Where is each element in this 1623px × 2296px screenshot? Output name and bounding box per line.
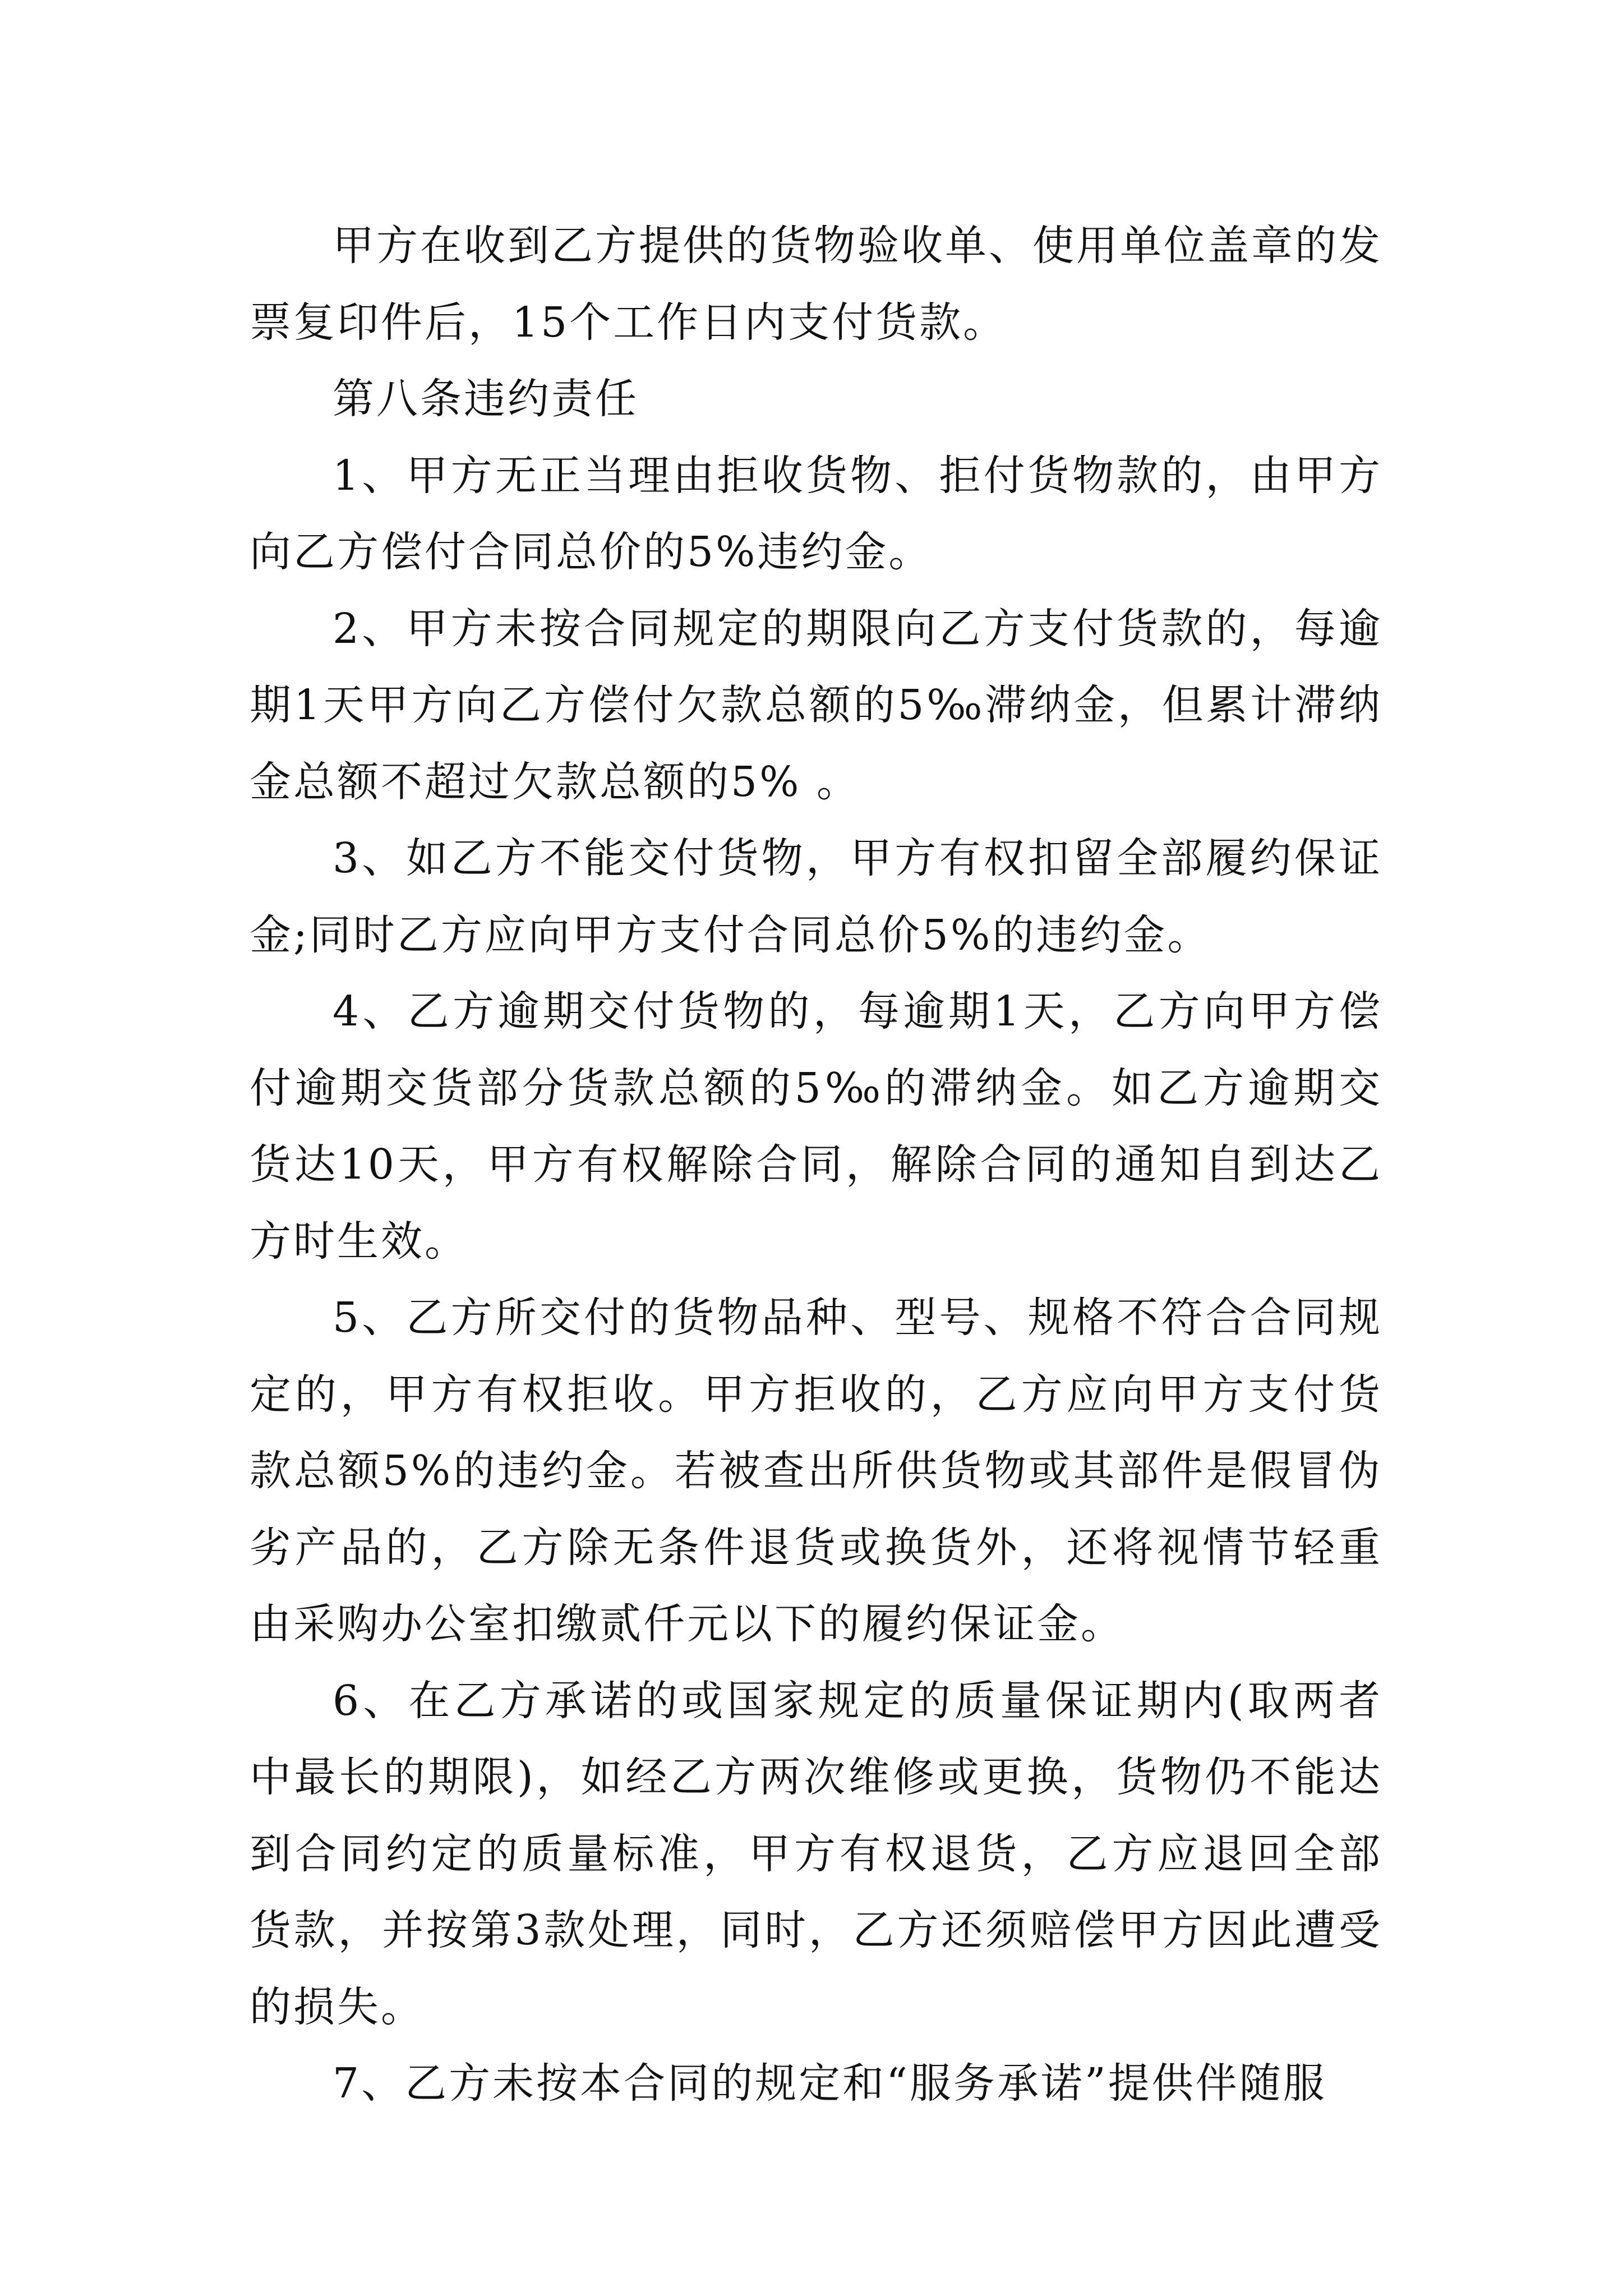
paragraph-payment-terms: 甲方在收到乙方提供的货物验收单、使用单位盖章的发票复印件后，15个工作日内支付货款。 [250, 222, 1382, 347]
clause-2: 2、甲方未按合同规定的期限向乙方支付货款的，每逾期1天甲方向乙方偿付欠款总额的5‰滞纳金，但累计滞纳金总额不超过欠款总额的5% 。 [250, 604, 1382, 806]
section-heading-article-8: 第八条违约责任 [333, 375, 639, 423]
clause-1: 1、甲方无正当理由拒收货物、拒付货物款的，由甲方向乙方偿付合同总价的5%违约金。 [250, 451, 1382, 576]
clause-6: 6、在乙方承诺的或国家规定的质量保证期内(取两者中最长的期限)，如经乙方两次维修或更换，货物仍不能达到合同约定的质量标准，甲方有权退货，乙方应退回全部货款，并按第3款处理，同时，乙方还须赔偿甲方因此遭受的损失。 [250, 1676, 1382, 2031]
clause-5: 5、乙方所交付的货物品种、型号、规格不符合合同规定的，甲方有权拒收。甲方拒收的，乙方应向甲方支付货款总额5%的违约金。若被查出所供货物或其部件是假冒伪劣产品的，乙方除无条件退货或换货外，还将视情节轻重由采购办公室扣缴贰仟元以下的履约保证金。 [250, 1294, 1382, 1648]
clause-7: 7、乙方未按本合同的规定和“服务承诺”提供伴随服 [333, 2059, 1327, 2108]
clause-4: 4、乙方逾期交付货物的，每逾期1天，乙方向甲方偿付逾期交货部分货款总额的5‰的滞纳金。如乙方逾期交货达10天，甲方有权解除合同，解除合同的通知自到达乙方时生效。 [250, 987, 1382, 1266]
clause-3: 3、如乙方不能交付货物，甲方有权扣留全部履约保证金;同时乙方应向甲方支付合同总价5%的违约金。 [250, 834, 1382, 959]
document-body [250, 208, 1382, 2122]
